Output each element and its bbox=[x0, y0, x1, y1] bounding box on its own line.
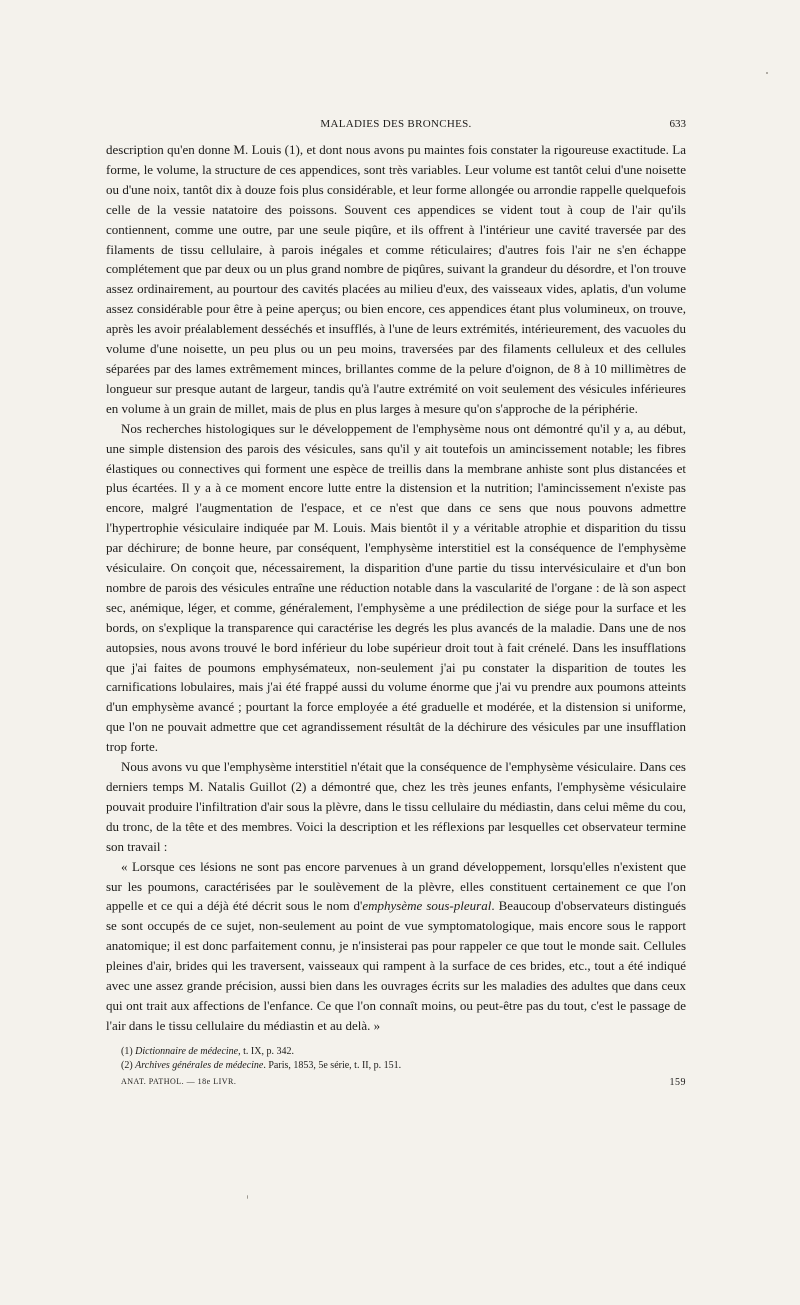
quote-italic-term: emphysème sous-pleural bbox=[362, 898, 492, 914]
paragraph-3: Nous avons vu que l'emphysème interstitiel n'était que la conséquence de l'emphysème vésiculaire. Dans ces derniers temps M. Natalis Guillot (2) a démontré que, chez les très jeunes enfants, l'emphysème vésiculaire pouvait produire l'infiltration d'air sous la plèvre, dans le tissu cellulaire du médiastin, dans celui même du cou, du tronc, de la tête et des membres. Voici la description et les réflexions par lesquelles cet observateur termine son travail : bbox=[106, 759, 686, 854]
printer-signature-line bbox=[106, 1077, 686, 1091]
body-text bbox=[106, 140, 686, 1036]
paragraph-2: Nos recherches histologiques sur le développement de l'emphysème nous ont démontré qu'il y a, au début, une simple distension des parois des vésicules, sans qu'il y ait toutefois un amincissement notable; les fibres élastiques ou connectives qui forment une espèce de treillis dans la membrane anhiste sont plus distancées et plus écartées. Il y a à ce moment encore lutte entre la distension et la nutrition; l'amincissement n'existe pas encore, malgré l'augmentation de l'espace, et ce n'est que dans ce sens que nous pouvons admettre l'hypertrophie vésiculaire indiquée par M. Louis. Mais bientôt il y a véritable atrophie et disparition du tissu par déchirure; de bonne heure, par conséquent, l'emphysème interstitiel est la conséquence de l'emphysème vésiculaire. On conçoit que, nécessairement, la disparition d'une partie du tissu intervésiculaire et d'un bon nombre de parois des vésicules entraîne une réduction notable dans la vascularité de l'organe : de là son aspect sec, anémique, léger, et comme, généralement, l'emphysème a une prédilection de siége pour la surface et les bords, on s'explique la transparence qui caractérise les degrés les plus avancés de la maladie. Dans une de nos autopsies, nous avons trouvé le bord inférieur du lobe supérieur droit tout à fait crénelé. Dans les insufflations que j'ai faites de poumons emphysémateux, non-seulement j'ai pu constater la disparition de toutes les carnifications lobulaires, mais j'ai été frappé aussi du volume énorme que j'ai vu prendre aux poumons atteints d'un emphysème avancé ; pourtant la force employée a été graduelle et modérée, et la distension si uniforme, que l'on ne pouvait admettre que cet agrandissement résultât de la déchirure des vésicules par une insufflation trop forte. bbox=[106, 420, 686, 755]
quote-text-start: « Lorsque ces lésions ne sont pas encore parvenues à un grand développement, lorsqu'elles n'existent que sur les poumons, caractérisées par le soulèvement de la plèvre, elles constituent certainement ce que l'on appelle et ce qui a déjà été décrit sous le nom d' bbox=[106, 858, 686, 914]
footnote-2 bbox=[106, 1059, 686, 1073]
footnote-reference: . Paris, 1853, 5e série, t. II, p. 151. bbox=[263, 1060, 402, 1071]
paragraph-1: description qu'en donne M. Louis (1), et dont nous avons pu maintes fois constater la rigoureuse exactitude. La forme, le volume, la structure de ces appendices, sont très variables. Leur volume est tantôt celui d'une noisette ou d'une noix, tantôt dix à douze fois plus considérable, et leur forme allongée ou arrondie rappelle quelquefois celle de la vessie natatoire des poissons. Souvent ces appendices se vident tout à coup de l'air qu'ils contiennent, comme une outre, par une seule piqûre, et ils offrent à l'intérieur une cavité traversée par des filaments de tissu cellulaire, à parois inégales et comme réticulaires; d'autres fois l'air ne s'en échappe complétement que par deux ou un plus grand nombre de piqûres, suivant la grandeur du désordre, et l'on trouve assez ordinairement, au pourtour des cavités placées au milieu d'eux, des vaisseaux vides, aplatis, d'un volume assez considérable pour être à peine aperçus; ou bien encore, ces appendices étant plus volumineux, on trouve, après les avoir préalablement desséchés et insufflés, à l'une de leurs extrémités, intérieurement, des vacuoles du volume d'une noisette, un peu plus ou un peu moins, traversées par des filaments celluleux et des cellules séparées par des lames extrêmement minces, brillantes comme de la pelure d'oignon, de 8 à 10 millimètres de longueur sur presque autant de largeur, tandis qu'à l'autre extrémité on voit seulement des vésicules inférieures en volume à un grain de millet, mais de plus en plus larges à mesure qu'on s'approche de la périphérie. bbox=[106, 142, 686, 416]
paper-speck bbox=[247, 1195, 248, 1199]
sheet-number: 159 bbox=[669, 1077, 686, 1088]
footnote-title: Archives générales de médecine bbox=[135, 1060, 264, 1071]
printer-signature: ANAT. PATHOL. — 18e LIVR. bbox=[121, 1077, 237, 1086]
footnote-title: Dictionnaire de médecine bbox=[135, 1046, 239, 1057]
footnote-mark: (2) bbox=[121, 1060, 133, 1071]
footnote-reference: , t. IX, p. 342. bbox=[238, 1046, 294, 1057]
page-header bbox=[106, 118, 686, 136]
page-number: 633 bbox=[669, 118, 686, 130]
quote-text-end: . Beaucoup d'observateurs distingués se sont occupés de ce sujet, non-seulement au point de vue symptomatologique, mais encore sous le rapport anatomique; il est donc parfaitement connu, je n'insisterai pas pour rappeler ce que tout le monde sait. Cellules pleines d'air, brides qui les traversent, vaisseaux qui rampent à la surface de ces brides, etc., tout a été indiqué avec une assez grande précision, aussi bien dans les ouvrages écrits sur les maladies des adultes que dans ceux qui ont trait aux affections de l'enfance. Ce que l'on connaît moins, ou peut-être pas du tout, c'est le passage de l'air dans le tissu cellulaire du médiastin et au delà. » bbox=[106, 898, 686, 1033]
footnote-mark: (1) bbox=[121, 1046, 133, 1057]
footnote-1 bbox=[106, 1045, 686, 1059]
paper-speck bbox=[766, 72, 768, 74]
footnotes bbox=[106, 1045, 686, 1073]
quotation-paragraph bbox=[106, 857, 686, 1036]
running-title: MALADIES DES BRONCHES. bbox=[320, 118, 472, 130]
